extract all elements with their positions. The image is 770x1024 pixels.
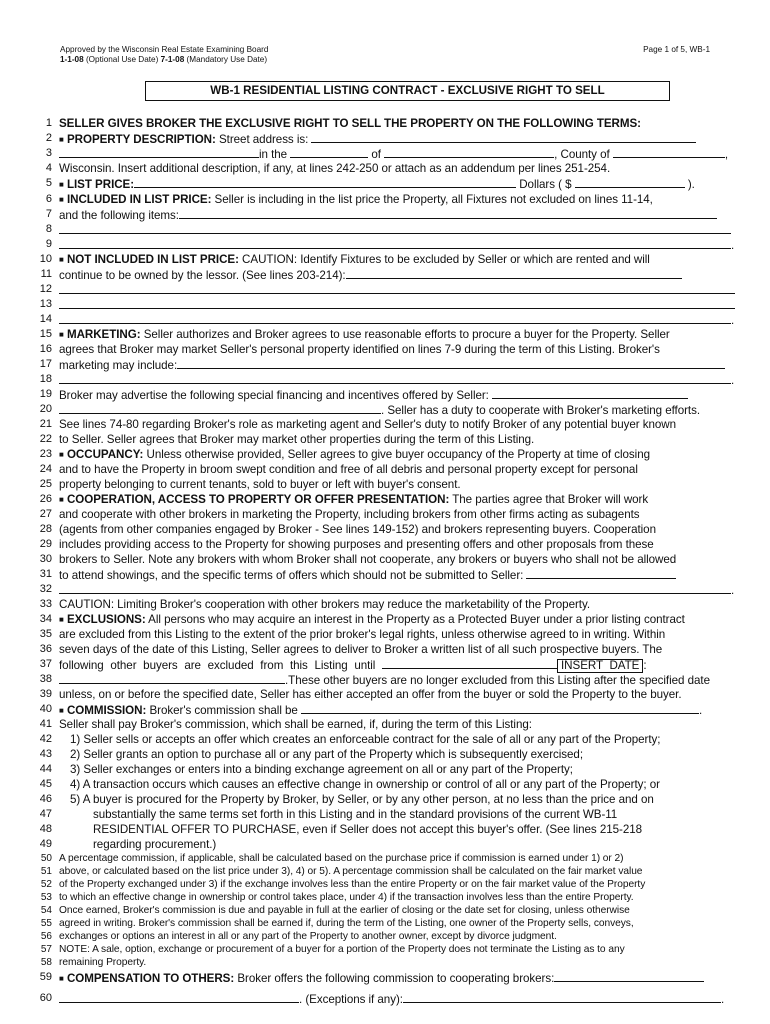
- cooperation-terms-field-2[interactable]: [59, 583, 731, 594]
- bullet-icon: ■: [59, 615, 64, 624]
- cooperation-terms-field-1[interactable]: [526, 568, 676, 579]
- bullet-icon: ■: [59, 450, 64, 459]
- page-info: Page 1 of 5, WB-1: [643, 45, 710, 54]
- bullet-icon: ■: [59, 180, 64, 189]
- bullet-icon: ■: [59, 974, 64, 983]
- bullet-icon: ■: [59, 495, 64, 504]
- financing-incentives-field-2[interactable]: [59, 403, 381, 414]
- county-field[interactable]: [613, 147, 725, 158]
- list-price-words-field[interactable]: [134, 177, 516, 188]
- excluded-items-field-4[interactable]: [59, 313, 731, 324]
- included-items-field-3[interactable]: [59, 238, 731, 249]
- bullet-icon: ■: [59, 706, 64, 715]
- exceptions-field[interactable]: [403, 992, 721, 1003]
- bullet-icon: ■: [59, 195, 64, 204]
- included-items-field-2[interactable]: [59, 223, 731, 234]
- parcel-field[interactable]: [59, 147, 259, 158]
- approval-header: [60, 45, 268, 65]
- bullet-icon: ■: [59, 330, 64, 339]
- excluded-items-field-1[interactable]: [346, 268, 682, 279]
- exclusion-date-field[interactable]: [382, 658, 557, 669]
- list-price-amount-field[interactable]: [575, 177, 685, 188]
- commission-field[interactable]: [301, 703, 699, 714]
- marketing-field-1[interactable]: [177, 358, 725, 369]
- form-title: WB-1 RESIDENTIAL LISTING CONTRACT - EXCLUSIVE RIGHT TO SELL: [145, 81, 670, 101]
- excluded-buyers-field[interactable]: [59, 673, 285, 684]
- insert-date-box[interactable]: INSERT DATE: [557, 659, 643, 673]
- approval-text: Approved by the Wisconsin Real Estate Examining Board: [60, 45, 269, 54]
- compensation-field[interactable]: [59, 992, 299, 1003]
- cooperating-commission-field[interactable]: [554, 971, 704, 982]
- municipality-type-field[interactable]: [290, 147, 368, 158]
- street-address-field[interactable]: [311, 132, 696, 143]
- excluded-items-field-3[interactable]: [59, 298, 735, 309]
- financing-incentives-field-1[interactable]: [492, 388, 688, 399]
- bullet-icon: ■: [59, 135, 64, 144]
- marketing-field-2[interactable]: [59, 373, 731, 384]
- bullet-icon: ■: [59, 255, 64, 264]
- municipality-field[interactable]: [384, 147, 554, 158]
- included-items-field-1[interactable]: [179, 208, 717, 219]
- excluded-items-field-2[interactable]: [59, 283, 735, 294]
- use-dates: 1-1-08 (Optional Use Date) 7-1-08 (Mandatory Use Date): [60, 55, 268, 64]
